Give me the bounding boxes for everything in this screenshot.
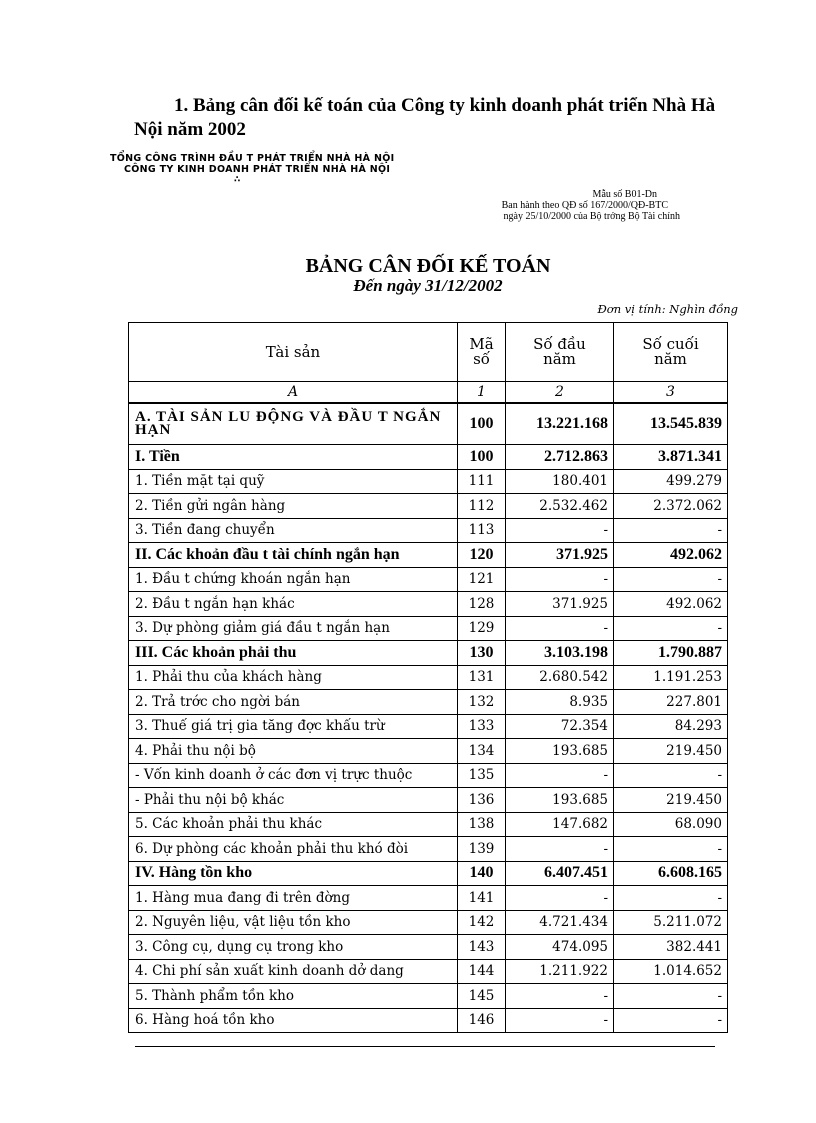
row-begin-value: 6.407.451 (506, 861, 614, 886)
row-end-value: 5.211.072 (614, 910, 728, 935)
row-code: 135 (458, 763, 506, 788)
org-company-name: CÔNG TY KINH DOANH PHÁT TRIỂN NHÀ HÀ NỘI (124, 164, 391, 175)
row-name: 2. Nguyên liệu, vật liệu tồn kho (129, 910, 458, 935)
row-code: 139 (458, 837, 506, 862)
table-header-row (129, 323, 728, 382)
row-name: 1. Đầu t chứng khoán ngắn hạn (129, 567, 458, 592)
row-code: 144 (458, 959, 506, 984)
row-begin-value: - (506, 1008, 614, 1033)
row-begin-value: 474.095 (506, 935, 614, 960)
header-end (614, 323, 728, 382)
row-code: 112 (458, 494, 506, 519)
row-name: 2. Tiền gửi ngân hàng (129, 494, 458, 519)
row-code: 142 (458, 910, 506, 935)
row-begin-value: 72.354 (506, 714, 614, 739)
row-begin-value: - (506, 984, 614, 1009)
row-name: 3. Tiền đang chuyển (129, 518, 458, 543)
balance-sheet-table (128, 322, 728, 1033)
row-begin-value: - (506, 886, 614, 911)
table-row (129, 739, 728, 764)
table-row (129, 543, 728, 568)
row-code: 132 (458, 690, 506, 715)
row-code: 133 (458, 714, 506, 739)
header-end-line1: Số cuối (642, 335, 699, 353)
row-name: 3. Công cụ, dụng cụ trong kho (129, 935, 458, 960)
row-begin-value: 180.401 (506, 469, 614, 494)
row-name: IV. Hàng tồn kho (129, 861, 458, 886)
row-code: 129 (458, 616, 506, 641)
table-row (129, 641, 728, 666)
table-row (129, 837, 728, 862)
org-parent-name: TỔNG CÔNG TRÌNH ĐẦU T PHÁT TRIỂN NHÀ HÀ NỘI (110, 153, 395, 164)
row-name: 5. Thành phẩm tồn kho (129, 984, 458, 1009)
row-name: 3. Dự phòng giảm giá đầu t ngắn hạn (129, 616, 458, 641)
row-code: 111 (458, 469, 506, 494)
row-name: 1. Hàng mua đang đi trên đờng (129, 886, 458, 911)
table-row (129, 861, 728, 886)
table-row (129, 616, 728, 641)
unit-label: Đơn vị tính: Nghìn đồng (597, 302, 738, 316)
row-name: 2. Đầu t ngắn hạn khác (129, 592, 458, 617)
row-end-value: 1.191.253 (614, 665, 728, 690)
row-begin-value: 2.712.863 (506, 445, 614, 470)
row-name: 2. Trả trớc cho ngời bán (129, 690, 458, 715)
row-end-value: 492.062 (614, 543, 728, 568)
row-code: 130 (458, 641, 506, 666)
header-code (458, 323, 506, 382)
row-name: - Phải thu nội bộ khác (129, 788, 458, 813)
row-name: I. Tiền (129, 445, 458, 470)
table-row (129, 984, 728, 1009)
row-end-value: - (614, 616, 728, 641)
row-begin-value: - (506, 763, 614, 788)
table-row (129, 518, 728, 543)
row-end-value: 2.372.062 (614, 494, 728, 519)
row-end-value: - (614, 763, 728, 788)
row-end-value: 227.801 (614, 690, 728, 715)
table-row (129, 886, 728, 911)
row-begin-value: 371.925 (506, 543, 614, 568)
row-code: 128 (458, 592, 506, 617)
row-begin-value: - (506, 567, 614, 592)
col-index-3: 3 (614, 382, 728, 404)
form-number: Mẫu số B01-Dn (592, 189, 657, 200)
row-code: 113 (458, 518, 506, 543)
row-begin-value: - (506, 837, 614, 862)
row-name: III. Các khoản phải thu (129, 641, 458, 666)
table-row (129, 494, 728, 519)
row-code: 136 (458, 788, 506, 813)
table-row (129, 935, 728, 960)
row-end-value: 492.062 (614, 592, 728, 617)
row-end-value: - (614, 567, 728, 592)
row-code: 100 (458, 445, 506, 470)
table-row (129, 959, 728, 984)
row-name: 4. Phải thu nội bộ (129, 739, 458, 764)
row-end-value: - (614, 837, 728, 862)
table-row (129, 445, 728, 470)
row-end-value: 1.014.652 (614, 959, 728, 984)
row-begin-value: 193.685 (506, 788, 614, 813)
table-row (129, 690, 728, 715)
form-info (430, 189, 680, 222)
row-end-value: 3.871.341 (614, 445, 728, 470)
row-begin-value: 2.532.462 (506, 494, 614, 519)
table-row (129, 592, 728, 617)
row-end-value: 1.790.887 (614, 641, 728, 666)
table-row (129, 763, 728, 788)
row-name: 5. Các khoản phải thu khác (129, 812, 458, 837)
row-end-value: - (614, 518, 728, 543)
row-code: 140 (458, 861, 506, 886)
form-date: ngày 25/10/2000 của Bộ trởng Bộ Tài chính (503, 211, 680, 222)
form-decision: Ban hành theo QĐ số 167/2000/QĐ-BTC (501, 200, 668, 211)
row-begin-value: 3.103.198 (506, 641, 614, 666)
row-begin-value: - (506, 518, 614, 543)
report-title: BẢNG CÂN ĐỐI KẾ TOÁN (305, 255, 551, 277)
table-row (129, 403, 728, 445)
row-begin-value: 371.925 (506, 592, 614, 617)
header-code-line1: Mã (469, 335, 494, 353)
row-name: 6. Hàng hoá tồn kho (129, 1008, 458, 1033)
row-name: A. TÀI SẢN LU ĐỘNG VÀ ĐẦU T NGẮN HẠN (129, 403, 458, 445)
row-begin-value: 147.682 (506, 812, 614, 837)
row-code: 143 (458, 935, 506, 960)
footer-rule (135, 1046, 715, 1047)
row-begin-value: 193.685 (506, 739, 614, 764)
row-end-value: 219.450 (614, 739, 728, 764)
row-begin-value: - (506, 616, 614, 641)
row-name: 3. Thuế giá trị gia tăng đợc khấu trừ (129, 714, 458, 739)
row-code: 138 (458, 812, 506, 837)
row-begin-value: 13.221.168 (506, 403, 614, 445)
row-end-value: 219.450 (614, 788, 728, 813)
row-code: 121 (458, 567, 506, 592)
column-index-row (129, 382, 728, 404)
row-begin-value: 1.211.922 (506, 959, 614, 984)
header-code-line2: số (473, 350, 490, 368)
org-ornament: ∴ (234, 175, 241, 185)
table-row (129, 714, 728, 739)
row-end-value: 13.545.839 (614, 403, 728, 445)
col-index-2: 2 (506, 382, 614, 404)
row-begin-value: 8.935 (506, 690, 614, 715)
table-row (129, 788, 728, 813)
row-code: 100 (458, 403, 506, 445)
row-code: 146 (458, 1008, 506, 1033)
row-end-value: 68.090 (614, 812, 728, 837)
row-end-value: 382.441 (614, 935, 728, 960)
row-code: 120 (458, 543, 506, 568)
row-name: - Vốn kinh doanh ở các đơn vị trực thuộc (129, 763, 458, 788)
row-name: 4. Chi phí sản xuất kinh doanh dở dang (129, 959, 458, 984)
row-begin-value: 2.680.542 (506, 665, 614, 690)
report-date: Đến ngày 31/12/2002 (353, 276, 503, 295)
row-name: 6. Dự phòng các khoản phải thu khó đòi (129, 837, 458, 862)
row-name: 1. Phải thu của khách hàng (129, 665, 458, 690)
header-end-line2: năm (654, 350, 687, 368)
row-code: 134 (458, 739, 506, 764)
header-begin-line2: năm (543, 350, 576, 368)
table-row (129, 1008, 728, 1033)
document-heading: 1. Bảng cân đối kế toán của Công ty kinh doanh phát triển Nhà Hà Nội năm 2002 (134, 95, 716, 140)
col-index-1: 1 (458, 382, 506, 404)
table-row (129, 567, 728, 592)
row-end-value: 84.293 (614, 714, 728, 739)
row-code: 145 (458, 984, 506, 1009)
header-begin (506, 323, 614, 382)
row-end-value: 499.279 (614, 469, 728, 494)
col-index-a: A (129, 382, 458, 404)
table-row (129, 812, 728, 837)
table-row (129, 469, 728, 494)
row-code: 141 (458, 886, 506, 911)
row-begin-value: 4.721.434 (506, 910, 614, 935)
row-end-value: - (614, 984, 728, 1009)
row-end-value: - (614, 1008, 728, 1033)
header-begin-line1: Số đầu (533, 335, 586, 353)
organization-header (110, 153, 394, 185)
row-end-value: - (614, 886, 728, 911)
header-asset: Tài sản (129, 323, 458, 382)
table-row (129, 910, 728, 935)
row-name: 1. Tiền mặt tại quỹ (129, 469, 458, 494)
row-code: 131 (458, 665, 506, 690)
table-row (129, 665, 728, 690)
row-end-value: 6.608.165 (614, 861, 728, 886)
row-name: II. Các khoản đầu t tài chính ngắn hạn (129, 543, 458, 568)
